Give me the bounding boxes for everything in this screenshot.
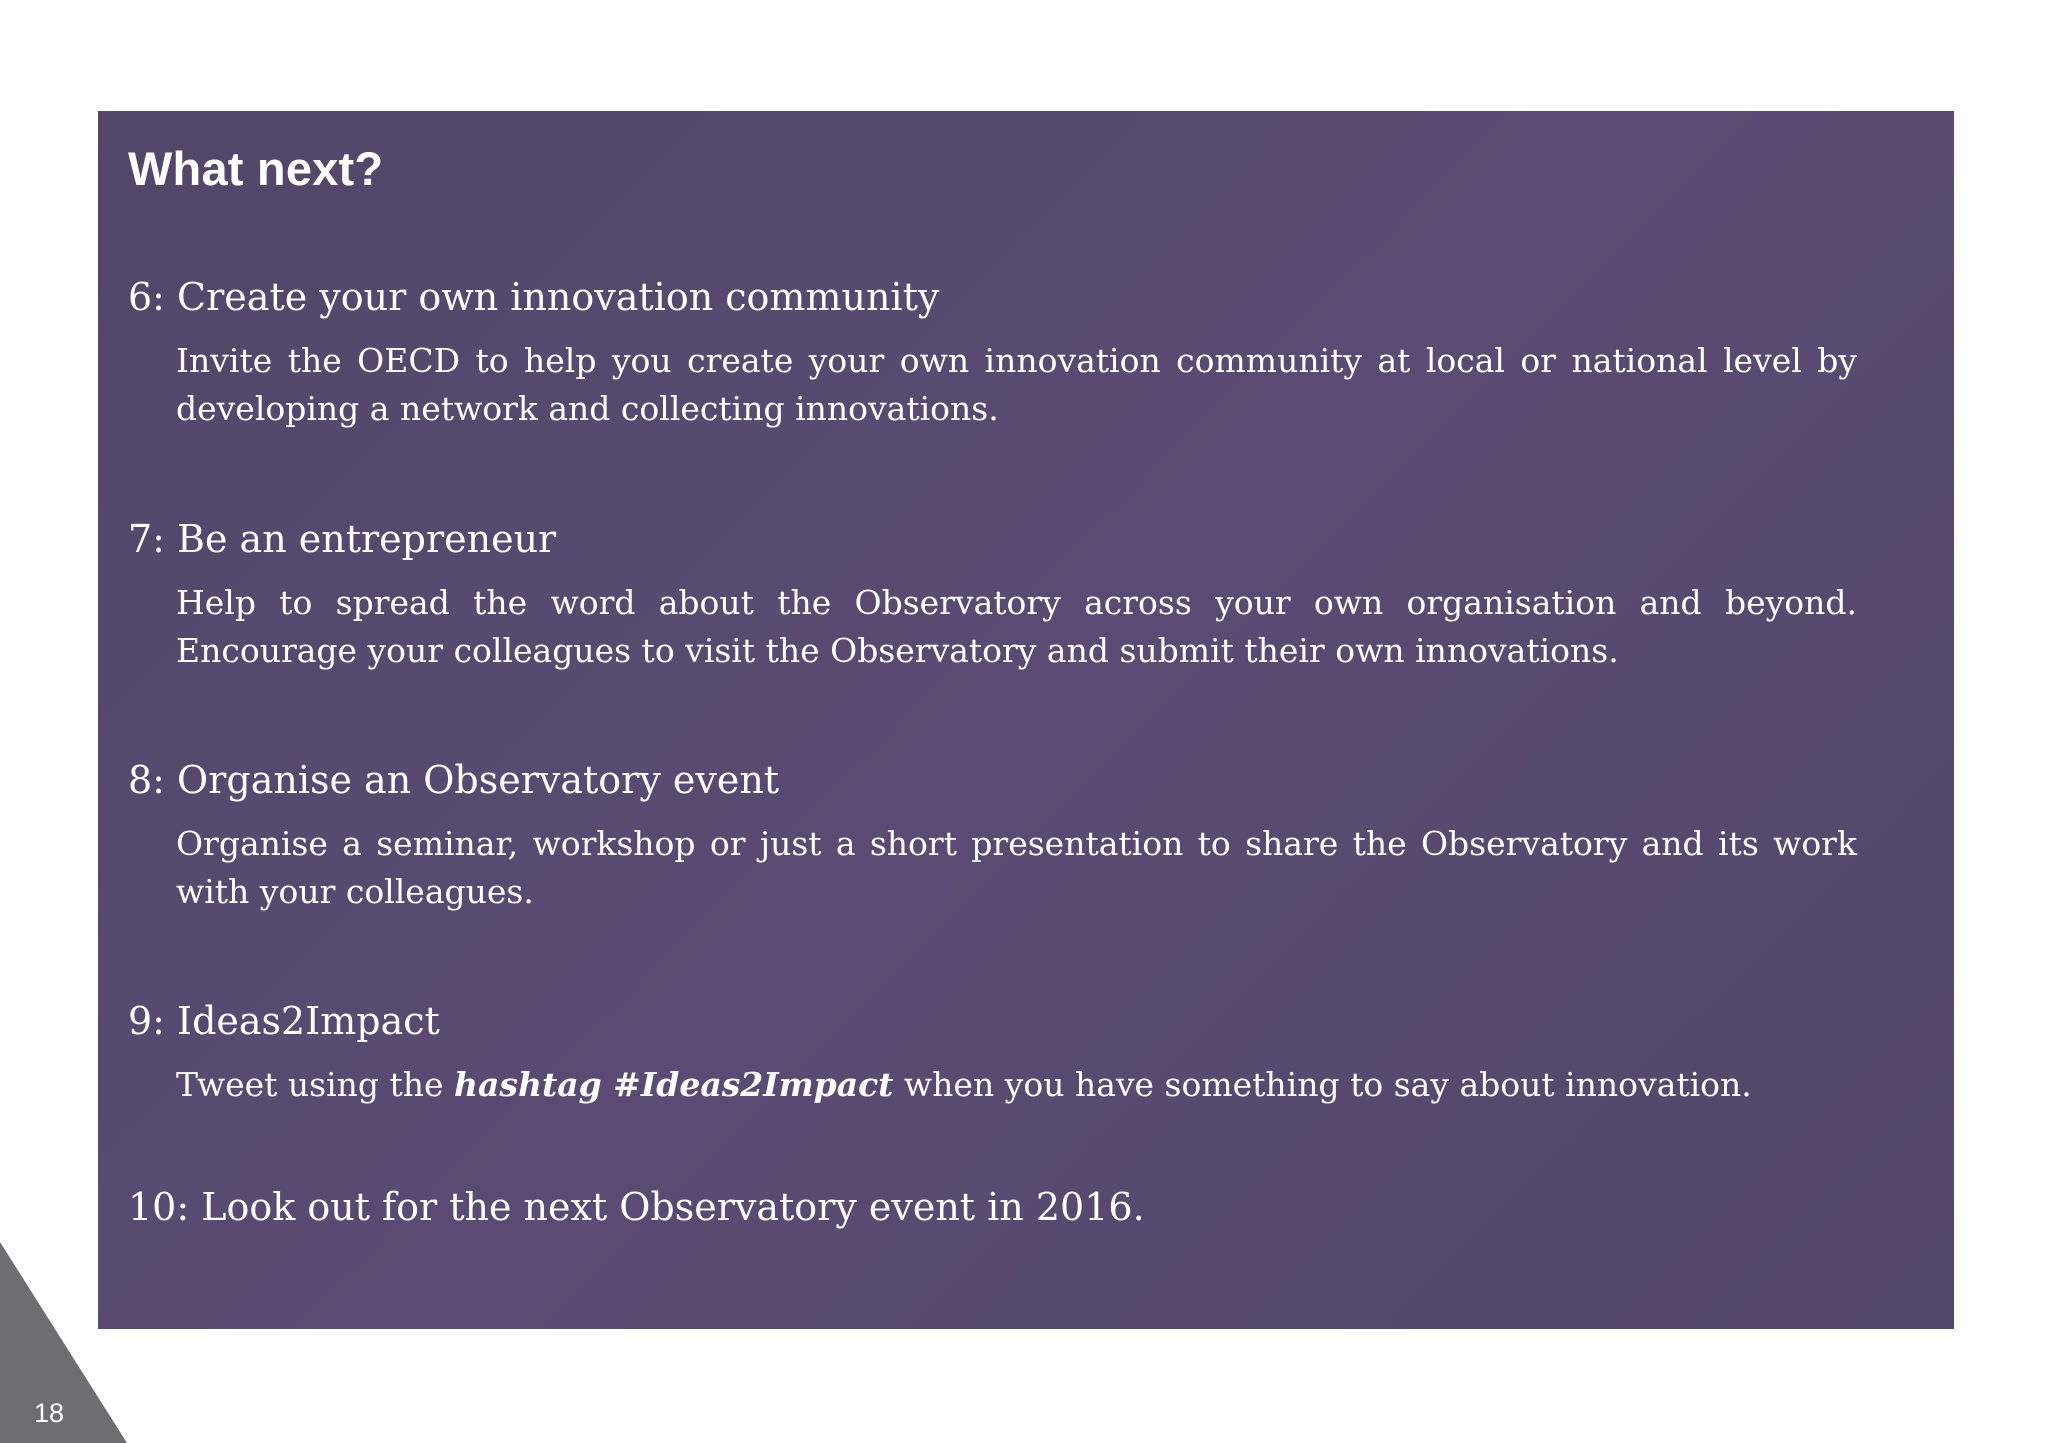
list-item-6 <box>128 271 1857 513</box>
panel-title: What next? <box>128 142 384 195</box>
item-heading: 9: Ideas2Impact <box>128 999 440 1043</box>
item-body <box>176 1061 1857 1109</box>
item-heading: 10: Look out for the next Observatory event in 2016. <box>128 1185 1145 1229</box>
list-item-7 <box>128 513 1857 754</box>
item-heading: 7: Be an entrepreneur <box>128 517 557 561</box>
page-number: 18 <box>34 1398 65 1428</box>
list-item-8 <box>128 754 1857 995</box>
item-heading: 6: Create your own innovation community <box>128 275 940 319</box>
item-body: Help to spread the word about the Observatory across your own organisation and beyond. Encourage your colleagues to visit the Observatory and submit their own innovations. <box>176 583 1857 670</box>
item-heading: 8: Organise an Observatory event <box>128 758 780 802</box>
hashtag-text: hashtag #Ideas2Impact <box>454 1065 894 1104</box>
item-body: Invite the OECD to help you create your own innovation community at local or national level by developing a network and collecting innovations. <box>176 341 1857 428</box>
list-item-9 <box>128 995 1857 1181</box>
what-next-panel <box>98 111 1954 1329</box>
item-body: Organise a seminar, workshop or just a short presentation to share the Observatory and its work with your colleagues. <box>176 824 1857 911</box>
body-suffix: when you have something to say about innovation. <box>893 1065 1752 1104</box>
body-prefix: Tweet using the <box>176 1065 455 1104</box>
list-item-10 <box>128 1181 1857 1233</box>
